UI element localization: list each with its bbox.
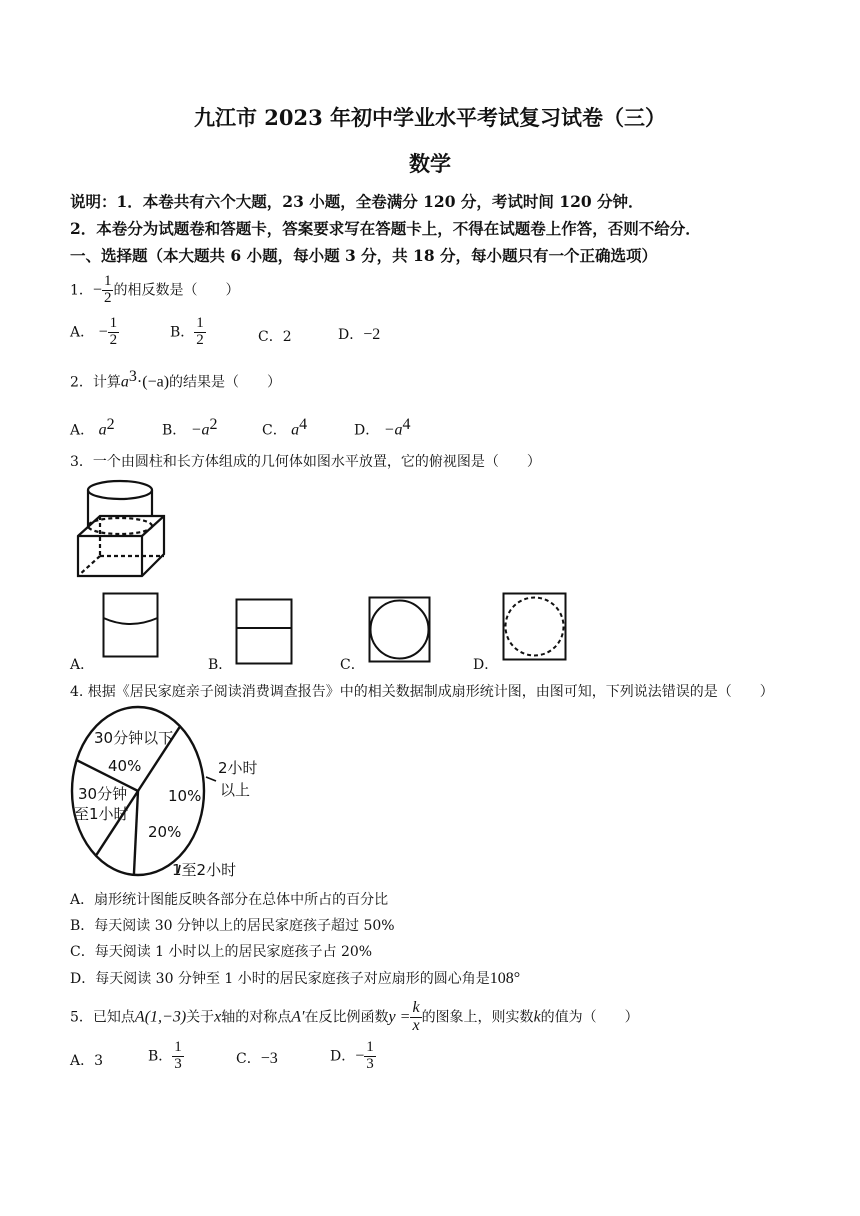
q2-a-value: a <box>98 421 107 439</box>
q3-option-b-label: B． <box>208 657 233 673</box>
slice-label-30to1h-1: 30分钟 <box>78 785 128 803</box>
q5-d-frac <box>364 1040 376 1073</box>
q1-minus: − <box>92 281 102 299</box>
q4-option-a: A．扇形统计图能反映各部分在总体中所占的百分比 <box>70 892 389 908</box>
q5-b-den: 3 <box>174 1055 182 1072</box>
q5-option-d <box>330 1040 376 1073</box>
q2-option-c <box>262 416 307 440</box>
q3-option-a-label: A． <box>70 657 95 673</box>
page-title: 九江市 2023 年初中学业水平考试复习试卷（三） <box>193 105 667 130</box>
q1-b-den: 2 <box>196 331 204 348</box>
subject-title: 数学 <box>409 151 451 176</box>
q2-d-label: D． <box>354 422 380 439</box>
q2-a-label: A． <box>70 422 95 439</box>
q2-b-label: B． <box>162 422 187 439</box>
question-5 <box>70 1000 639 1035</box>
question-4: 4. 根据《居民家庭亲子阅读消费调查报告》中的相关数据制成扇形统计图，由图可知，下列说法错误的是（ ） <box>70 684 774 700</box>
q2-d-value: −a <box>383 421 403 439</box>
q1-c-label: C． <box>258 329 283 345</box>
q2-expr-exp: 3 <box>128 368 137 385</box>
q5-a-label: A． <box>70 1053 95 1069</box>
q1-fraction <box>102 274 114 307</box>
q1-a-frac <box>108 316 120 349</box>
q2-c-label: C． <box>262 422 287 439</box>
q2-expr-rest: ·(−a) <box>136 373 170 391</box>
q2-d-exp: 4 <box>402 416 411 433</box>
q1-option-a <box>70 316 119 349</box>
q1-option-b <box>170 316 206 349</box>
slice-label-under30: 30分钟以下 <box>94 729 174 747</box>
q5-func-den: x <box>412 1016 420 1034</box>
question-1 <box>70 274 239 307</box>
q5-option-c <box>236 1048 278 1068</box>
q2-option-b <box>162 416 218 440</box>
q1-option-c <box>258 326 292 346</box>
section-heading: 一、选择题（本大题共 6 小题，每小题 3 分，共 18 分，每小题只有一个正确选项） <box>70 246 658 265</box>
q5-part4: 在反比例函数 <box>304 1009 389 1026</box>
q1-option-d <box>338 324 380 344</box>
q5-func-lhs: y = <box>388 1008 411 1026</box>
q1-a-num: 1 <box>109 315 118 331</box>
q4-option-b: B．每天阅读 30 分钟以上的居民家庭孩子超过 50% <box>70 918 395 934</box>
note-1: 说明：1．本卷共有六个大题，23 小题，全卷满分 120 分，考试时间 120 分钟． <box>70 192 644 211</box>
q1-d-label: D． <box>338 327 364 343</box>
q3-option-d-label: D． <box>473 657 499 673</box>
q5-c-value: −3 <box>260 1050 278 1067</box>
q3-option-d-figure <box>502 592 568 662</box>
q1-c-value: 2 <box>282 329 292 345</box>
q1-a-den: 2 <box>109 331 118 348</box>
q3-option-c-label: C． <box>340 657 365 673</box>
slice-label-2h-above: 以上 <box>220 781 251 799</box>
q5-k: k <box>533 1008 541 1026</box>
q5-part5: 的图象上，则实数 <box>421 1009 534 1026</box>
q4-option-d-text: D．每天阅读 30 分钟至 1 小时的居民家庭孩子对应扇形的圆心角是 <box>70 971 490 987</box>
q2-number: 2．计算 <box>70 374 121 391</box>
q2-c-exp: 4 <box>299 416 308 433</box>
q1-d-value: −2 <box>363 326 381 343</box>
q2-text: 的结果是（ ） <box>169 374 282 391</box>
label-leader-2h <box>206 777 216 781</box>
cylinder-top <box>88 481 152 499</box>
slice-label-2h: 2小时 <box>218 759 258 777</box>
solid-figure <box>72 476 172 586</box>
q1-a-label: A． <box>70 324 95 341</box>
q2-option-d <box>354 416 410 440</box>
q5-b-frac <box>172 1040 184 1073</box>
pie-radius-2 <box>134 791 138 875</box>
q5-d-den: 3 <box>366 1055 374 1072</box>
slice-pct-1to2h: 20% <box>148 823 182 841</box>
q5-a-value: 3 <box>94 1053 104 1069</box>
q2-b-value: −a <box>190 421 210 439</box>
q5-option-a <box>70 1050 103 1070</box>
q4-option-c: C．每天阅读 1 小时以上的居民家庭孩子占 20% <box>70 944 373 960</box>
q5-func-frac <box>410 1000 421 1035</box>
q1-number: 1． <box>70 282 93 299</box>
q1-frac-num: 1 <box>103 273 112 289</box>
q1-a-sign: − <box>98 323 108 341</box>
q1-b-label: B． <box>170 324 195 341</box>
q3-option-c-figure <box>368 596 432 664</box>
q5-d-num: 1 <box>366 1039 374 1055</box>
q4-option-d-angle: 108° <box>489 970 521 987</box>
q5-part3: 轴的对称点 <box>221 1009 292 1026</box>
q2-a-exp: 2 <box>106 416 115 433</box>
q5-part6: 的值为（ ） <box>540 1009 639 1026</box>
q2-c-value: a <box>291 421 300 439</box>
q5-func-num: k <box>412 999 420 1016</box>
q1-b-frac <box>194 316 206 349</box>
question-3: 3．一个由圆柱和长方体组成的几何体如图水平放置，它的俯视图是（ ） <box>70 454 541 470</box>
q5-d-label: D． <box>330 1048 356 1065</box>
slice-label-30to1h-2: 至1小时 <box>74 805 129 823</box>
slice-pct-2h: 10% <box>168 787 202 805</box>
q5-d-sign: − <box>355 1047 365 1065</box>
note-2: 2．本卷分为试题卷和答题卡，答案要求写在答题卡上，不得在试题卷上作答，否则不给分． <box>70 219 701 238</box>
q5-point-a: A(1,−3) <box>134 1008 187 1026</box>
q1-b-num: 1 <box>196 315 204 331</box>
q5-axis: x <box>214 1008 222 1026</box>
slice-label-1to2h: 1至2小时 <box>172 861 237 879</box>
q5-b-label: B． <box>148 1048 173 1065</box>
q5-part2: 关于 <box>186 1009 215 1026</box>
q5-c-label: C． <box>236 1051 261 1067</box>
q1-text: 的相反数是（ ） <box>113 282 240 299</box>
q2-b-exp: 2 <box>209 416 218 433</box>
q5-part1: 5．已知点 <box>70 1009 135 1026</box>
pie-chart <box>70 705 270 885</box>
q5-point-a-prime: A′ <box>291 1008 305 1026</box>
q2-option-a <box>70 416 115 440</box>
q3-option-a-figure <box>102 592 160 658</box>
q2-expr-base: a <box>120 373 129 391</box>
q5-option-b <box>148 1040 184 1073</box>
q4-option-d <box>70 968 520 988</box>
slice-pct-under30: 40% <box>108 757 142 775</box>
cylinder-base <box>88 518 152 534</box>
question-2 <box>70 368 281 392</box>
q3-option-b-figure <box>235 598 293 666</box>
q5-b-num: 1 <box>174 1039 182 1055</box>
q1-frac-den: 2 <box>103 289 112 306</box>
